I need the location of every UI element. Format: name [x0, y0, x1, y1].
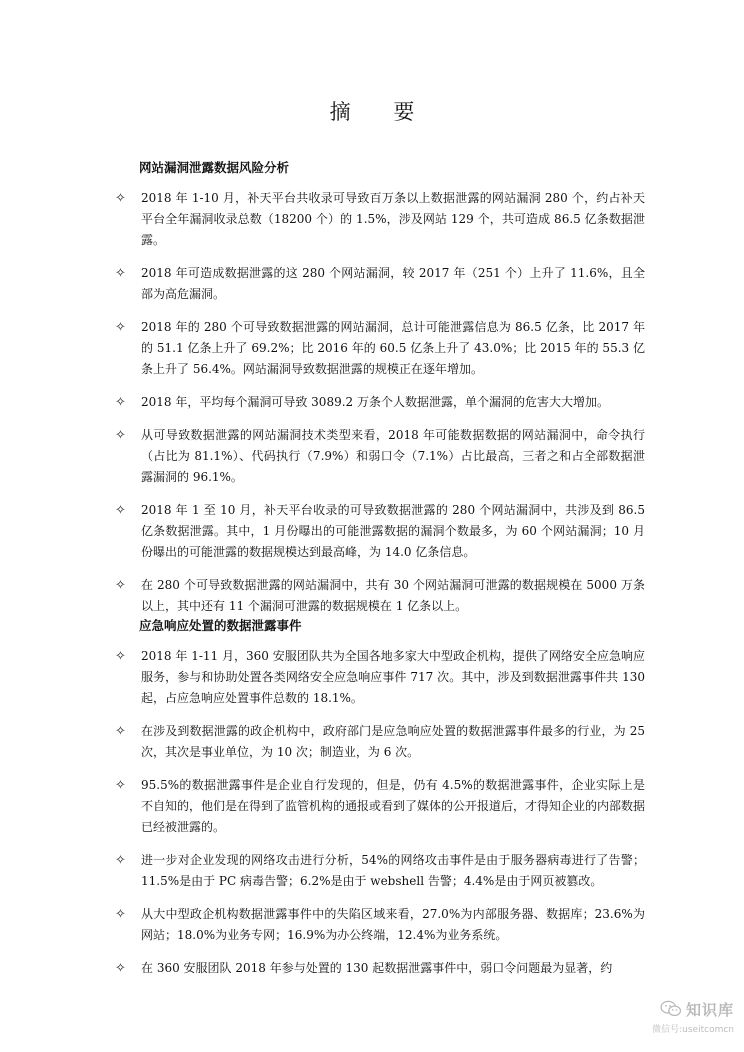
list-item: [115, 904, 645, 946]
diamond-bullet-icon: ✧: [115, 907, 126, 922]
list-item-text: 2018 年的 280 个可导致数据泄露的网站漏洞，总计可能泄露信息为 86.5 亿条，比 2017 年的 51.1 亿条上升了 69.2%；比 2016 年的 60.5 亿条上升了 43.0%；比 2015 年的 55.3 亿条上升了 56.4%。网站漏洞导致数据泄露的规模正在逐年增加。: [141, 320, 645, 376]
watermark-account: 微信号:useitcomcn: [652, 1025, 734, 1035]
section-website-leaks: [115, 156, 645, 617]
list-item-text: 2018 年 1 至 10 月，补天平台收录的可导致数据泄露的 280 个网站漏洞中，共涉及到 86.5 亿条数据泄露。其中，1 月份曝出的可能泄露数据的漏洞个数最多，为 60 个网站漏洞；10 月份曝出的可能泄露的数据规模达到最高峰，为 14.0 亿条信息。: [141, 503, 645, 559]
diamond-bullet-icon: ✧: [115, 724, 126, 739]
diamond-bullet-icon: ✧: [115, 649, 126, 664]
diamond-bullet-icon: ✧: [115, 853, 126, 868]
section-heading: 应急响应处置的数据泄露事件: [139, 618, 302, 633]
watermark-brand: 知识库: [685, 1000, 734, 1019]
diamond-bullet-icon: ✧: [115, 428, 126, 443]
diamond-bullet-icon: ✧: [115, 961, 126, 976]
diamond-bullet-icon: ✧: [115, 266, 126, 281]
section-incident-response: [115, 614, 645, 979]
diamond-bullet-icon: ✧: [115, 191, 126, 206]
list-item: [115, 646, 645, 709]
page-title: 摘 要: [329, 100, 433, 124]
list-item-text: 2018 年 1-11 月，360 安服团队共为全国各地多家大中型政企机构，提供了网络安全应急响应服务，参与和协助处置各类网络安全应急响应事件 717 次。其中，涉及到数据泄露事件共 130 起，占应急响应处置事件总数的 18.1%。: [141, 649, 645, 705]
list-item-text: 从可导致数据泄露的网站漏洞技术类型来看，2018 年可能数据数据的网站漏洞中，命令执行（占比为 81.1%）、代码执行（7.9%）和弱口令（7.1%）占比最高，三者之和占全部数据泄露漏洞的 96.1%。: [141, 428, 645, 484]
list-item-text: 在 280 个可导致数据泄露的网站漏洞中，共有 30 个网站漏洞可泄露的数据规模在 5000 万条以上，其中还有 11 个漏洞可泄露的数据规模在 1 亿条以上。: [141, 578, 645, 613]
diamond-bullet-icon: ✧: [115, 320, 126, 335]
list-item: [115, 850, 645, 892]
list-item: [115, 775, 645, 838]
list-item: [115, 188, 645, 251]
list-item: [115, 500, 645, 563]
section-heading: 网站漏洞泄露数据风险分析: [139, 160, 290, 175]
list-item-text: 95.5%的数据泄露事件是企业自行发现的，但是，仍有 4.5%的数据泄露事件，企业实际上是不自知的，他们是在得到了监管机构的通报或看到了媒体的公开报道后，才得知企业的内部数据已经被泄露的。: [141, 778, 646, 834]
list-item: [115, 958, 645, 979]
list-item-text: 2018 年，平均每个漏洞可导致 3089.2 万条个人数据泄露，单个漏洞的危害大大增加。: [141, 395, 609, 409]
list-item: [115, 721, 645, 763]
diamond-bullet-icon: ✧: [115, 503, 126, 518]
list-item-text: 从大中型政企机构数据泄露事件中的失陷区域来看，27.0%为内部服务器、数据库；23.6%为网站；18.0%为业务专网；16.9%为办公终端，12.4%为业务系统。: [141, 907, 645, 942]
diamond-bullet-icon: ✧: [115, 778, 126, 793]
list-item: [115, 425, 645, 488]
diamond-bullet-icon: ✧: [115, 578, 126, 593]
wechat-icon: [660, 1000, 682, 1018]
list-item-text: 2018 年 1-10 月，补天平台共收录可导致百万条以上数据泄露的网站漏洞 280 个，约占补天平台全年漏洞收录总数（18200 个）的 1.5%，涉及网站 129 个，共可造成 86.5 亿条数据泄露。: [141, 191, 645, 247]
list-item: [115, 263, 645, 305]
diamond-bullet-icon: ✧: [115, 395, 126, 410]
list-item: [115, 317, 645, 380]
list-item-text: 进一步对企业发现的网络攻击进行分析，54%的网络攻击事件是由于服务器病毒进行了告警；11.5%是由于 PC 病毒告警；6.2%是由于 webshell 告警；4.4%是由于网页被篡改。: [141, 853, 645, 888]
list-item: [115, 392, 645, 413]
list-item: [115, 575, 645, 617]
list-item-text: 在涉及到数据泄露的政企机构中，政府部门是应急响应处置的数据泄露事件最多的行业，为 25 次，其次是事业单位，为 10 次；制造业，为 6 次。: [141, 724, 645, 759]
list-item-text: 2018 年可造成数据泄露的这 280 个网站漏洞，较 2017 年（251 个）上升了 11.6%，且全部为高危漏洞。: [141, 266, 645, 301]
list-item-text: 在 360 安服团队 2018 年参与处置的 130 起数据泄露事件中，弱口令问题最为显著，约: [141, 961, 613, 975]
watermark: [616, 998, 734, 1040]
